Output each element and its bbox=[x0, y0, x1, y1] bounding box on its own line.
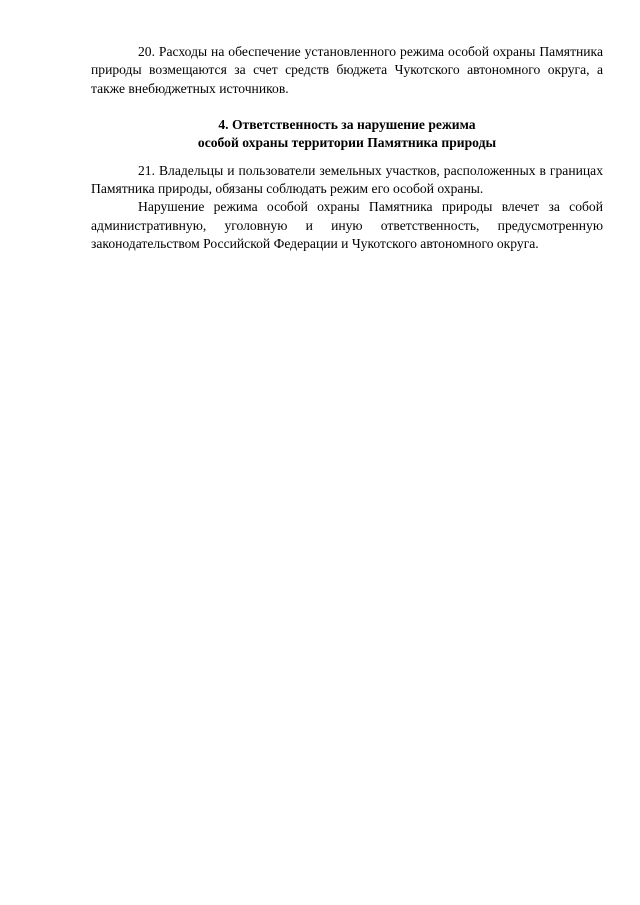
section-4-heading bbox=[91, 116, 603, 152]
paragraph-20: 20. Расходы на обеспечение установленного режима особой охраны Памятника природы возмещаются за счет средств бюджета Чукотского автономного округа, а также внебюджетных источников. bbox=[91, 44, 603, 96]
paragraph-violation: Нарушение режима особой охраны Памятника природы влечет за собой административную, уголовную и иную ответственность, предусмотренную законодательством Российской Федерации и Чукотского автономного округа. bbox=[91, 199, 603, 252]
section-4-title-line-2: особой охраны территории Памятника природы bbox=[197, 135, 497, 151]
paragraph-21: 21. Владельцы и пользователи земельных участков, расположенных в границах Памятника природы, обязаны соблюдать режим его особой охраны. bbox=[91, 162, 603, 197]
section-4-title-line-1: 4. Ответственность за нарушение режима bbox=[218, 117, 476, 133]
document-page bbox=[91, 43, 603, 254]
